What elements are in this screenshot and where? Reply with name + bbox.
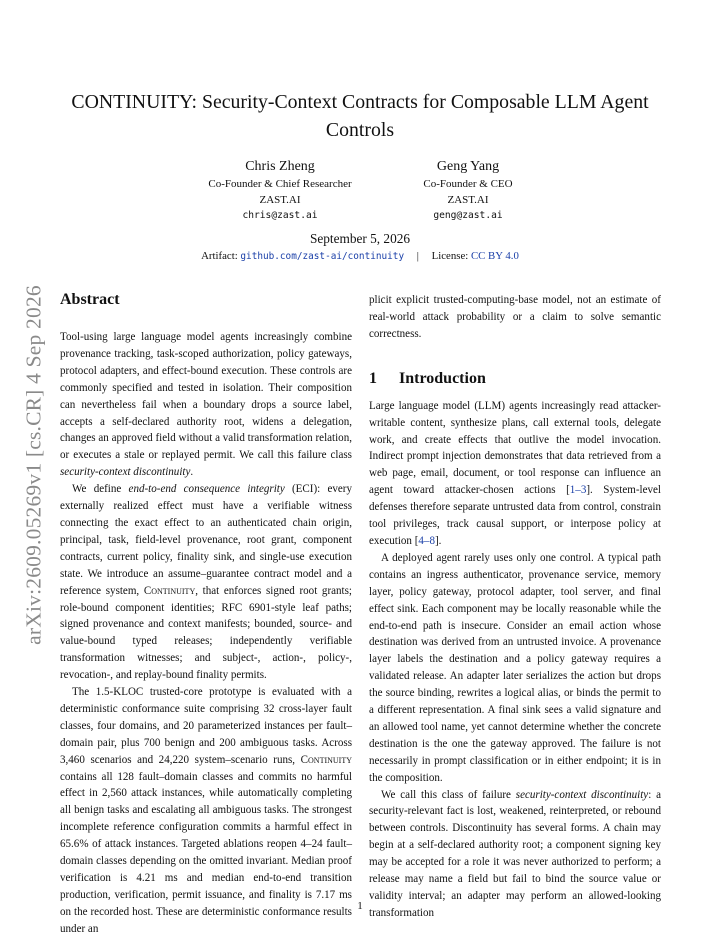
artifact-link[interactable]: github.com/zast-ai/continuity (240, 251, 405, 262)
author-org: ZAST.AI (447, 194, 489, 206)
citation-link[interactable]: 1–3 (569, 484, 587, 497)
section-number: 1 (369, 369, 377, 387)
introduction-heading (369, 369, 661, 389)
section-title: Introduction (399, 369, 486, 387)
artifact-separator: | (416, 250, 419, 262)
author-block (0, 157, 720, 227)
author-name: Geng Yang (436, 159, 500, 174)
arxiv-identifier (16, 245, 52, 685)
right-column (369, 292, 661, 922)
publication-date: September 5, 2026 (309, 231, 411, 246)
abstract-paragraph-2: We define end-to-end consequence integrity (ECI): every externally realized effect must have a verifiable witness connecting the exact effect to an authenticated chain origin, principal, task, field-level provenance, root grant, component contracts, current policy, finality sink, and single-use execution state. We introduce an assume–guarantee contract model and a reference system, Continuity, that enforces signed root grants; role-bound component identities; RFC 6901-style leaf paths; signed provenance and context manifests; bounded, source- and value-bound typed releases; independently verifiable transformation witnesses; and subject-, action-, policy-, revocation-, and replay-bound finality permits. (60, 483, 352, 682)
abstract-paragraph-1: Tool-using large language model agents increasingly combine provenance tracking, task-scoped authorization, policy gateways, protocol adapters, and effect-bound execution. These controls are commonly specified and tested in isolation. Their composition can nevertheless fail when a boundary drops a source label, accepts a self-declared authority root, widens a delegation, changes an approved field without a valid transformation relation, or executes a stale or replayed permit. We call this failure class security-context discontinuity. (60, 331, 352, 479)
author-org: ZAST.AI (259, 194, 301, 206)
abstract-paragraph-3-continued: plicit explicit trusted-computing-base model, not an estimate of real-world attack probability or a claim to solve semantic correctness. (369, 294, 661, 340)
arxiv-identifier-text: arXiv:2609.05269v1 [cs.CR] 4 Sep 2026 (21, 285, 46, 645)
author-name: Chris Zheng (245, 159, 315, 174)
intro-paragraph-2: A deployed agent rarely uses only one control. A typical path contains an ingress authenticator, provenance service, memory layer, policy gateway, protocol adapter, tool server, and final effect sink. Each component may be locally reasonable while the end-to-end path is insecure. Consider an email action whose destination was derived from an untrusted invoice. A provenance layer labels the destination and a policy gateway requires a validated release. An adapter later serializes the action but drops the source binding, rewrites a logical alias, or binds the permit to a different representation. A final sink sees a valid signature and an allowed tool name, yet cannot determine whether the concrete destination is the one the gateway approved. The failure is not necessarily in prompt classification or in either endpoint; it is in the composition. (369, 551, 661, 784)
author-affiliation: Co-Founder & CEO (423, 178, 513, 190)
left-column (60, 290, 352, 938)
intro-paragraph-3: We call this class of failure security-context discontinuity: a security-relevant fact is lost, weakened, reinterpreted, or rebound between controls. Discontinuity has several forms. A chain may begin at a self-declared authority root; a component signing key may be accepted for a role it was never authorized to perform; a release may name a field but fail to bind the source value or validity interval; an adapter may perform an allowed-looking transformation (369, 788, 662, 919)
intro-paragraph-1: Large language model (LLM) agents increasingly read attacker-writable content, synthesize plans, call external tools, delegate work, and create effects that outlive the model invocation. Indirect prompt injection demonstrates that data retrieved from a web page, email, document, or tool response can influence an agent toward attacker-chosen actions [1–3]. System-level defenses therefore separate untrusted data from control, constrain tool privileges, track causal support, or interpose policy at execution [4–8]. (369, 399, 661, 547)
author-email[interactable]: geng@zast.ai (433, 210, 503, 221)
citation-link[interactable]: 4–8 (418, 534, 435, 547)
author-email[interactable]: chris@zast.ai (242, 210, 318, 221)
paper-title: CONTINUITY: Security-Context Contracts for Composable LLM Agent Controls (71, 91, 649, 141)
author-affiliation: Co-Founder & Chief Researcher (208, 178, 352, 190)
license-label: License: (431, 250, 469, 262)
abstract-heading: Abstract (60, 291, 120, 308)
author-2 (348, 157, 588, 224)
artifact-label: Artifact: (201, 250, 238, 262)
license-link[interactable]: CC BY 4.0 (470, 250, 519, 262)
artifact-line (0, 250, 720, 262)
page-number: 1 (357, 900, 363, 912)
abstract-paragraph-3: The 1.5-KLOC trusted-core prototype is evaluated with a deterministic conformance suite comprising 32 cross-layer fault classes, four domains, and 20 parameterized instances per fault–domain pair, plus 700 benign and 200 ambiguous tasks. Across 3,460 scenarios and 24,220 system–scenario runs, Continuity contains all 128 fault–domain classes and commits no harmful effect in 2,560 attack instances, while automatically completing all benign tasks and escalating all ambiguous tasks. The strongest incomplete reference configuration commits a harmful effect in 65.6% of attack instances. Targeted ablations reopen 4–24 fault–domain classes depending on the omitted invariant. Median proof verification is 4.21 ms and median end-to-end transition production, verification, permit issuance, and finality is 7.17 ms on the recorded host. These are deterministic conformance results under an (60, 686, 352, 935)
